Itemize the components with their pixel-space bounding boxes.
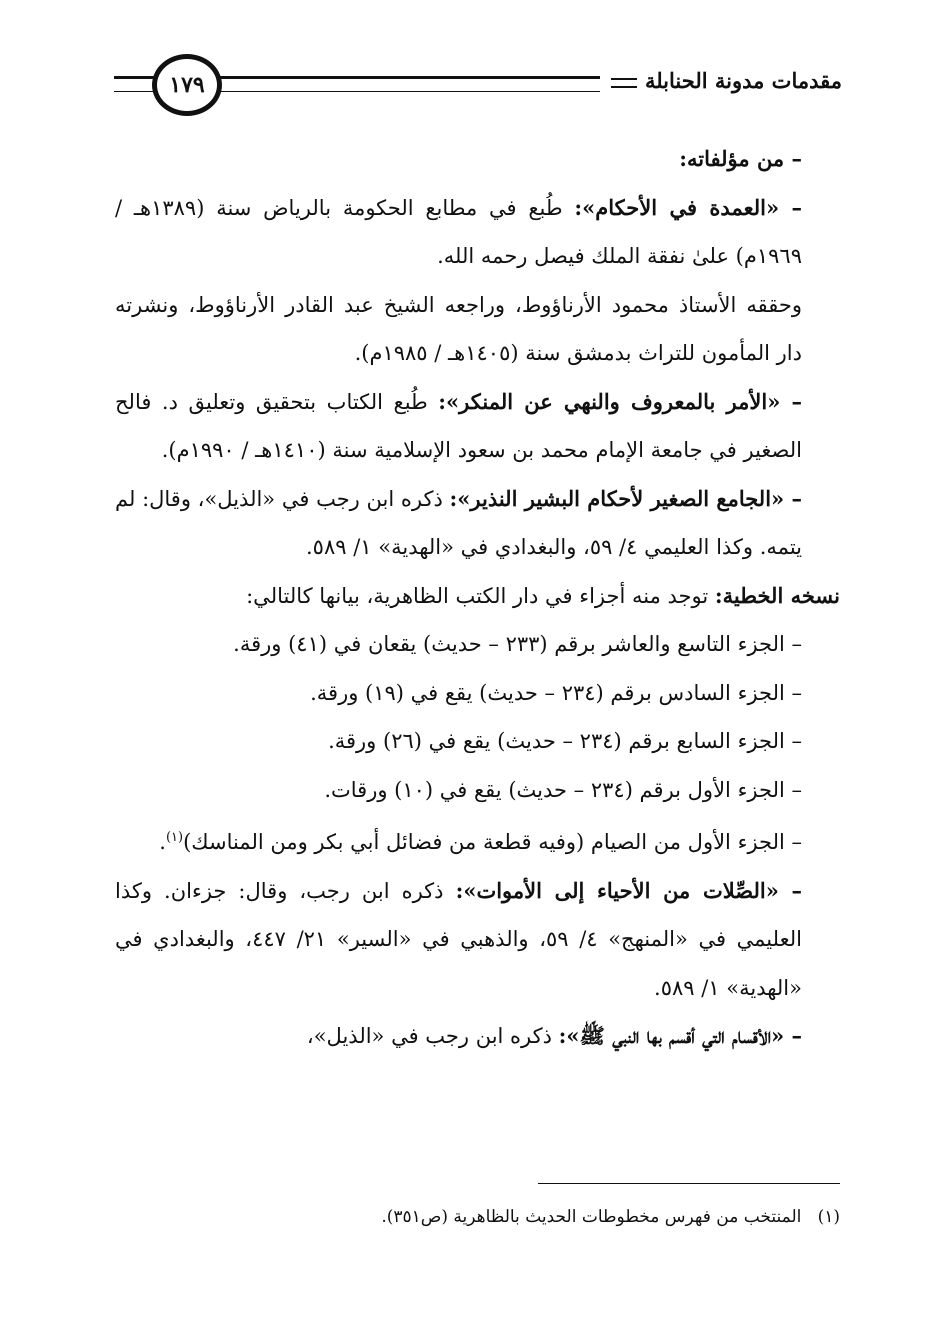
main-text bbox=[115, 135, 840, 1061]
paragraph-text: طُبع في مطابع الحكومة بالرياض سنة (١٣٨٩هـ / ١٩٦٩م) علىٰ نفقة الملك فيصل رحمه الله. bbox=[115, 195, 802, 268]
paragraph-siyam bbox=[115, 814, 840, 867]
book-title: – «الأمر بالمعروف والنهي عن المنكر»: bbox=[438, 388, 802, 414]
paragraph-text: ذكره ابن رجب، وقال: جزءان. وكذا العليمي في «المنهج» ٤/ ٥٩، والذهبي في «السير» ٢١/ ٤٤٧، والبغدادي في «الهدية» ١/ ٥٨٩. bbox=[115, 878, 802, 1000]
paragraph-text: ذكره ابن رجب في «الذيل»، وقال: لم يتمه. وكذا العليمي ٤/ ٥٩، والبغدادي في «الهدية» ١/ ٥٨٩. bbox=[115, 486, 802, 559]
manuscripts-heading: نسخه الخطية: bbox=[714, 582, 840, 608]
section-heading: – من مؤلفاته: bbox=[679, 146, 802, 171]
list-item: – الجزء السابع برقم (٢٣٤ – حديث) يقع في (٢٦) ورقة. bbox=[328, 729, 802, 753]
footnote-divider bbox=[538, 1183, 840, 1184]
paragraph-text: – الجزء الأول من الصيام (وفيه قطعة من فضائل أبي بكر ومن المناسك) bbox=[183, 830, 802, 854]
header-rule-left-top bbox=[114, 76, 154, 79]
paragraph-silat bbox=[115, 867, 840, 1013]
paragraph-text: ذكره ابن رجب في «الذيل»، bbox=[306, 1024, 559, 1048]
book-title: – «الصِّلات من الأحياء إلى الأموات»: bbox=[455, 877, 802, 903]
footnote-text: المنتخب من فهرس مخطوطات الحديث بالظاهرية (ص٣٥١). bbox=[381, 1207, 802, 1227]
footnote bbox=[200, 1203, 840, 1231]
paragraph-text: توجد منه أجزاء في دار الكتب الظاهرية، بيانها كالتالي: bbox=[246, 583, 715, 608]
running-title bbox=[611, 68, 842, 93]
header-rule-right-bottom bbox=[220, 91, 600, 92]
paragraph-aqsam bbox=[115, 1012, 840, 1061]
header-rule-left-bottom bbox=[114, 91, 154, 92]
paragraph-end: . bbox=[159, 830, 166, 854]
book-title: – «الجامع الصغير لأحكام البشير النذير»: bbox=[449, 485, 802, 511]
paragraph-tahqiq: وحققه الأستاذ محمود الأرناؤوط، وراجعه الشيخ عبد القادر الأرناؤوط، ونشرته دار المأمون للتراث بدمشق سنة (١٤٠٥هـ / ١٩٨٥م). bbox=[115, 292, 802, 365]
paragraph-jami bbox=[115, 475, 840, 572]
paragraph-amr bbox=[115, 378, 840, 475]
paragraph-manuscripts bbox=[115, 572, 840, 621]
list-item: – الجزء التاسع والعاشر برقم (٢٣٣ – حديث) يقعان في (٤١) ورقة. bbox=[233, 632, 802, 656]
footnote-reference: (١) bbox=[165, 830, 184, 845]
header-rule-right-top bbox=[220, 76, 600, 79]
list-item: – الجزء الأول برقم (٢٣٤ – حديث) يقع في (١٠) ورقات. bbox=[324, 777, 802, 802]
book-title: – «الأقسام التي أقسم بها النبي ﷺ»: bbox=[558, 1023, 802, 1048]
page-number: ١٧٩ bbox=[152, 54, 222, 116]
paragraph-text: طُبع الكتاب بتحقيق وتعليق د. فالح الصغير في جامعة الإمام محمد بن سعود الإسلامية سنة (١٤١٠هـ / ١٩٩٠م). bbox=[115, 389, 802, 462]
footnote-marker: (١) bbox=[817, 1207, 840, 1227]
list-item: – الجزء السادس برقم (٢٣٤ – حديث) يقع في (١٩) ورقة. bbox=[310, 680, 802, 705]
book-title: – «العمدة في الأحكام»: bbox=[574, 194, 802, 220]
paragraph-umda bbox=[115, 184, 840, 281]
running-title-text: مقدمات مدونة الحنابلة bbox=[644, 68, 842, 93]
